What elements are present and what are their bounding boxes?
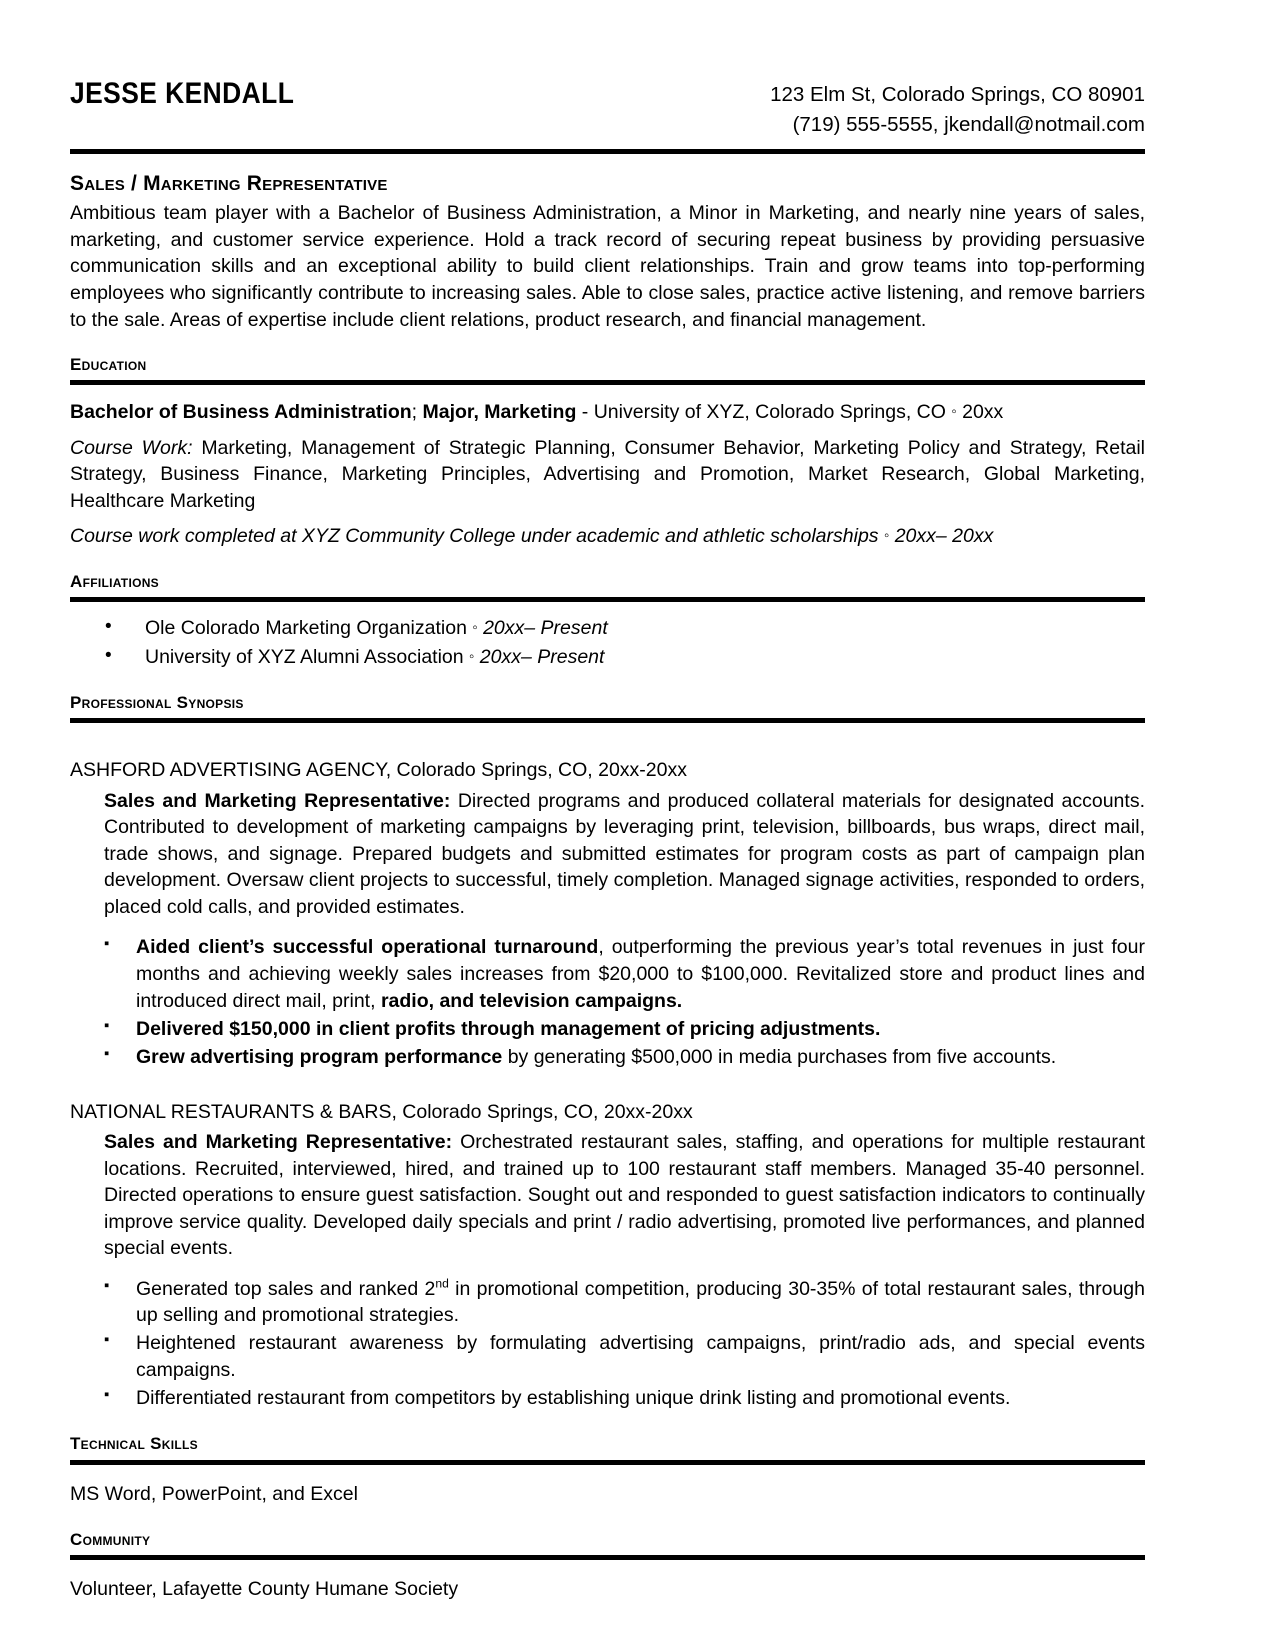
list-item <box>70 614 1145 642</box>
affiliation-name: Ole Colorado Marketing Organization <box>145 617 473 640</box>
education-note-text: Course work completed at XYZ Community College under academic and athletic scholarships <box>70 525 884 548</box>
list-item <box>70 1385 1145 1412</box>
job-company: ASHFORD ADVERTISING AGENCY, Colorado Springs, CO, 20xx-20xx <box>70 759 687 782</box>
achievement-body: by generating $500,000 in media purchases from five accounts. <box>502 1045 1057 1068</box>
achievement-body: , outperforming the previous year’s total revenues in just four months and achieving weekly sales increases from $20,000 to $100,000. Revitalized store and product lines and introduced direct mail, print, <box>136 936 1145 1012</box>
degree-separator-semicolon: ; <box>411 401 418 424</box>
section-heading-affiliations: Affiliations <box>70 571 159 591</box>
list-item <box>70 643 1145 671</box>
section-rule-affiliations <box>70 597 1145 602</box>
section-community <box>70 1530 1145 1604</box>
affiliation-dates: 20xx– Present <box>477 617 608 640</box>
achievement-body: Differentiated restaurant from competitors by establishing unique drink listing and promotional events. <box>136 1387 1011 1410</box>
candidate-name: JESSE KENDALL <box>70 77 295 110</box>
list-item <box>70 934 1145 1015</box>
section-professional-synopsis <box>70 693 1145 1412</box>
community-text: Volunteer, Lafayette County Humane Society <box>70 1578 459 1601</box>
affiliation-name: University of XYZ Alumni Association <box>145 645 470 668</box>
ring-separator-icon: ◦ <box>469 647 475 665</box>
achievement-body: Generated top sales and ranked 2 <box>136 1277 436 1300</box>
ring-separator-icon: ◦ <box>883 527 890 545</box>
section-education <box>70 355 1145 550</box>
job-description <box>104 788 1145 921</box>
section-rule-technical-skills <box>70 1460 1145 1465</box>
ordinal-suffix: nd <box>435 1276 449 1291</box>
contact-block <box>770 78 1145 139</box>
job-role: Sales and Marketing Representative: <box>104 1131 453 1153</box>
section-heading-synopsis: Professional Synopsis <box>70 692 244 712</box>
coursework-list: Marketing, Management of Strategic Planning, Consumer Behavior, Marketing Policy and Strategy, Retail Strategy, Business Finance, Marketing Principles, Advertising and Promotion, Market Research, Global Marketing, Healthcare Marketing <box>70 436 1145 512</box>
contact-address: 123 Elm St, Colorado Springs, CO 80901 <box>770 83 1145 106</box>
degree-name: Bachelor of Business Administration <box>70 401 412 424</box>
professional-title: Sales / Marketing Representative <box>70 172 388 196</box>
ring-separator-icon: ◦ <box>951 403 957 421</box>
affiliations-list <box>70 614 1145 671</box>
job-achievements-list <box>70 934 1145 1071</box>
section-heading-education: Education <box>70 355 147 375</box>
list-item <box>70 1044 1145 1071</box>
achievement-lead: Grew advertising program performance <box>136 1045 503 1068</box>
list-item <box>70 1276 1145 1330</box>
job-achievements-list <box>70 1276 1145 1413</box>
list-item <box>70 1330 1145 1384</box>
affiliation-dates: 20xx– Present <box>474 645 605 668</box>
job-description <box>104 1129 1145 1262</box>
degree-major: Major, Marketing <box>422 401 577 424</box>
achievement-tail: radio, and television campaigns. <box>380 989 683 1012</box>
resume-header <box>70 70 1145 139</box>
professional-summary: Ambitious team player with a Bachelor of Business Administration, a Minor in Marketing, and nearly nine years of sales, marketing, and customer service experience. Hold a track record of securing repeat business by providing persuasive communication skills and an exceptional ability to build client relationships. Train and grow teams into top-performing employees who significantly contribute to increasing sales. Able to close sales, practice active listening, and remove barriers to the sale. Areas of expertise include client relations, product research, and financial management. <box>70 202 1145 331</box>
section-rule-community <box>70 1555 1145 1560</box>
degree-institution: - University of XYZ, Colorado Springs, CO <box>576 401 952 424</box>
education-coursework <box>70 435 1145 515</box>
job-role: Sales and Marketing Representative: <box>104 789 451 812</box>
job-company: NATIONAL RESTAURANTS & BARS, Colorado Springs, CO, 20xx-20xx <box>70 1100 693 1123</box>
degree-year: 20xx <box>956 401 1004 424</box>
synopsis-spacer <box>70 723 1145 757</box>
section-technical-skills <box>70 1434 1145 1508</box>
list-item <box>70 1016 1145 1043</box>
contact-phone-email: (719) 555-5555, jkendall@notmail.com <box>792 112 1145 136</box>
education-note <box>70 523 1145 550</box>
achievement-body: Heightened restaurant awareness by formulating advertising campaigns, print/radio ads, and special events campaigns. <box>136 1332 1145 1382</box>
job-description-text: Directed programs and produced collateral materials for designated accounts. Contributed to development of marketing campaigns by leveraging print, television, billboards, bus wraps, direct mail, trade shows, and signage. Prepared budgets and submitted estimates for program costs as part of campaign plan development. Oversaw client projects to successful, timely completion. Managed signage activities, responded to orders, placed cold calls, and provided estimates. <box>104 789 1145 918</box>
section-affiliations <box>70 572 1145 671</box>
technical-skills-text: MS Word, PowerPoint, and Excel <box>70 1482 358 1505</box>
job-entry <box>70 1099 1145 1412</box>
job-description-text: Orchestrated restaurant sales, staffing, and operations for multiple restaurant locations. Recruited, interviewed, hired, and trained up to 100 restaurant staff members. Managed 35-40 personnel. Directed operations to ensure guest satisfaction. Sought out and responded to guest satisfaction indicators to continually improve service quality. Developed daily specials and print / radio advertising, promoted live performances, and planned special events. <box>104 1131 1145 1260</box>
achievement-lead: Delivered $150,000 in client profits through management of pricing adjustments. <box>136 1017 881 1040</box>
header-rule <box>70 149 1145 154</box>
achievement-body-cont: in promotional competition, producing 30-35% of total restaurant sales, through up selling and promotional strategies. <box>136 1277 1145 1327</box>
achievement-lead: Aided client’s successful operational turnaround <box>136 936 599 959</box>
job-entry <box>70 757 1145 1070</box>
section-heading-technical-skills: Technical Skills <box>70 1434 198 1454</box>
education-note-years: 20xx– 20xx <box>889 525 994 548</box>
section-heading-community: Community <box>70 1529 151 1549</box>
section-rule-education <box>70 380 1145 385</box>
coursework-label: Course Work: <box>70 436 193 459</box>
ring-separator-icon: ◦ <box>472 619 478 637</box>
education-degree-line <box>70 399 1145 426</box>
